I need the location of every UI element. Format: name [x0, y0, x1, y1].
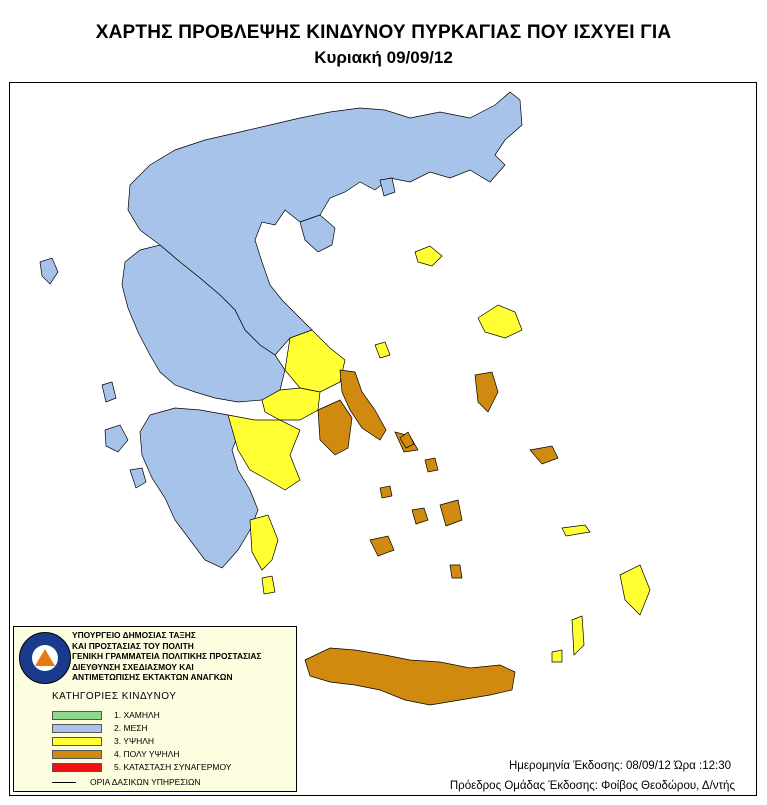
category-swatch [52, 711, 102, 720]
region-rhodes [620, 565, 650, 615]
category-swatch [52, 724, 102, 733]
region-samos [530, 446, 558, 464]
region-kythira [262, 576, 275, 594]
civil-protection-logo [19, 632, 71, 684]
region-chios [475, 372, 498, 412]
region-santorini [450, 565, 462, 578]
region-tinos [425, 458, 438, 472]
region-laconia [250, 515, 278, 570]
category-label: 1. ΧΑΜΗΛΗ [114, 710, 160, 720]
legend-organization [72, 630, 294, 683]
region-lefkada [102, 382, 116, 402]
region-attica [318, 400, 352, 455]
issue-date: Ημερομηνία Έκδοσης: 08/09/12 Ώρα :12:30 [509, 760, 731, 772]
legend-box [13, 626, 297, 792]
region-thasos [380, 178, 395, 196]
category-swatch [52, 750, 102, 759]
region-kasos [552, 650, 562, 662]
region-kos [562, 525, 590, 536]
category-label: 2. ΜΕΣΗ [114, 723, 148, 733]
region-corfu [40, 258, 58, 284]
region-halkidiki [300, 215, 335, 252]
region-magnesia [285, 330, 345, 392]
org-line: ΓΕΝΙΚΗ ΓΡΑΜΜΑΤΕΙΑ ΠΟΛΙΤΙΚΗΣ ΠΡΟΣΤΑΣΙΑΣ [72, 651, 262, 662]
region-lesvos [478, 305, 522, 338]
org-line: ΥΠΟΥΡΓΕΙΟ ΔΗΜΟΣΙΑΣ ΤΑΞΗΣ [72, 630, 196, 640]
region-syros [380, 486, 392, 498]
categories-title: ΚΑΤΗΓΟΡΙΕΣ ΚΙΝΔΥΝΟΥ [52, 691, 177, 702]
issuer-name: Πρόεδρος Ομάδας Έκδοσης: Φοίβος Θεοδώρου, Δ/ντής [449, 780, 735, 792]
region-crete [305, 648, 515, 705]
region-lemnos [415, 246, 442, 266]
region-naxos [440, 500, 462, 526]
org-line: ΔΙΕΥΘΥΝΣΗ ΣΧΕΔΙΑΣΜΟΥ ΚΑΙ [72, 661, 194, 672]
category-swatch [52, 763, 102, 772]
region-karpathos [572, 616, 584, 655]
category-swatch [52, 737, 102, 746]
category-label: 3. ΥΨΗΛΗ [114, 736, 155, 746]
region-sporades [375, 342, 390, 358]
map-title: ΧΑΡΤΗΣ ΠΡΟΒΛΕΨΗΣ ΚΙΝΔΥΝΟΥ ΠΥΡΚΑΓΙΑΣ ΠΟΥ ΙΣΧΥΕΙ ΓΙΑ [95, 22, 672, 43]
border-label: ΟΡΙΑ ΔΑΣΙΚΩΝ ΥΠΗΡΕΣΙΩΝ [90, 777, 201, 787]
region-paros [412, 508, 428, 524]
region-zakynthos [130, 468, 146, 488]
category-label: 4. ΠΟΛΥ ΥΨΗΛΗ [114, 749, 180, 759]
org-line: ΑΝΤΙΜΕΤΩΠΙΣΗΣ ΕΚΤΑΚΤΩΝ ΑΝΑΓΚΩΝ [72, 672, 233, 683]
forecast-date: Κυριακή 09/09/12 [314, 48, 453, 67]
region-kefalonia [105, 425, 128, 452]
region-milos [370, 536, 394, 556]
category-label: 5. ΚΑΤΑΣΤΑΣΗ ΣΥΝΑΓΕΡΜΟΥ [114, 762, 232, 772]
org-line: ΚΑΙ ΠΡΟΣΤΑΣΙΑΣ ΤΟΥ ΠΟΛΙΤΗ [72, 640, 194, 651]
border-line-icon [52, 782, 76, 783]
